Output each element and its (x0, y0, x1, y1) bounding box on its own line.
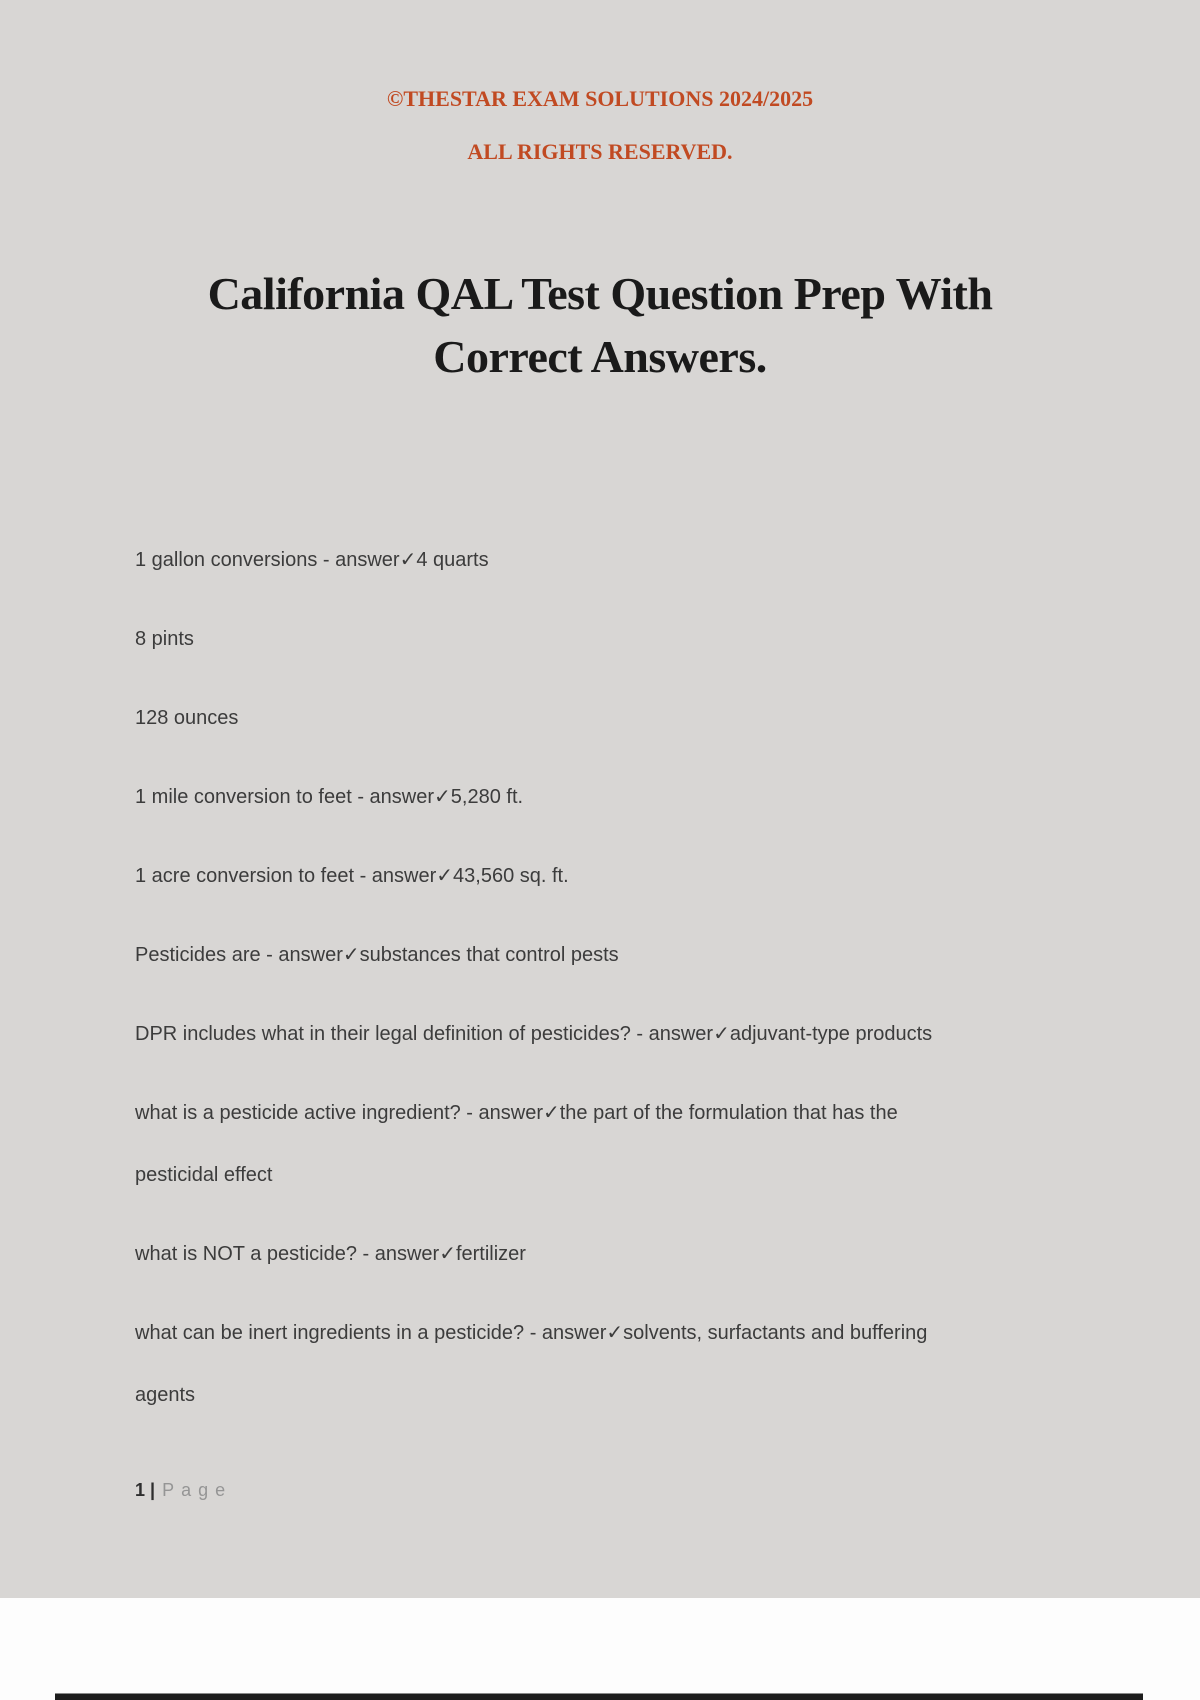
next-page-edge (55, 1693, 1143, 1700)
page-footer (135, 1478, 232, 1502)
title-line-2: Correct Answers. (433, 331, 767, 382)
qa-line: 1 mile conversion to feet - answer✓5,280 ft. (135, 786, 524, 808)
qa-item (135, 924, 1120, 986)
qa-item (135, 1302, 1120, 1426)
document-title (0, 262, 1200, 388)
qa-item (135, 529, 1120, 591)
copyright-line-1: ©THESTAR EXAM SOLUTIONS 2024/2025 (386, 86, 814, 111)
footer-page-number: 1 (135, 1480, 146, 1500)
qa-line: DPR includes what in their legal definition of pesticides? - answer✓adjuvant-type products (135, 1023, 933, 1045)
qa-line: 8 pints (135, 628, 194, 650)
qa-line: 128 ounces (135, 707, 239, 729)
qa-item (135, 845, 1120, 907)
qa-line: what is NOT a pesticide? - answer✓fertilizer (135, 1243, 526, 1265)
qa-line: 1 gallon conversions - answer✓4 quarts (135, 549, 489, 571)
qa-item (135, 766, 1120, 828)
copyright-line-2: ALL RIGHTS RESERVED. (467, 139, 733, 164)
qa-line: Pesticides are - answer✓substances that control pests (135, 944, 619, 966)
title-line-1: California QAL Test Question Prep With (207, 268, 993, 319)
qa-item (135, 687, 1120, 749)
footer-page-label: Page (162, 1480, 233, 1500)
qa-list (135, 529, 1120, 1443)
qa-line: what is a pesticide active ingredient? - answer✓the part of the formulation that has the (135, 1102, 898, 1124)
footer-separator: | (150, 1480, 156, 1500)
qa-item (135, 1223, 1120, 1285)
copyright-header (0, 88, 1200, 163)
qa-line: agents (135, 1384, 196, 1406)
qa-line: pesticidal effect (135, 1164, 273, 1186)
qa-item (135, 1003, 1120, 1065)
page-bottom-gap (0, 1598, 1200, 1700)
qa-item (135, 608, 1120, 670)
qa-line: 1 acre conversion to feet - answer✓43,560 sq. ft. (135, 865, 569, 887)
qa-item (135, 1082, 1120, 1206)
qa-line: what can be inert ingredients in a pesticide? - answer✓solvents, surfactants and buffering (135, 1322, 928, 1344)
